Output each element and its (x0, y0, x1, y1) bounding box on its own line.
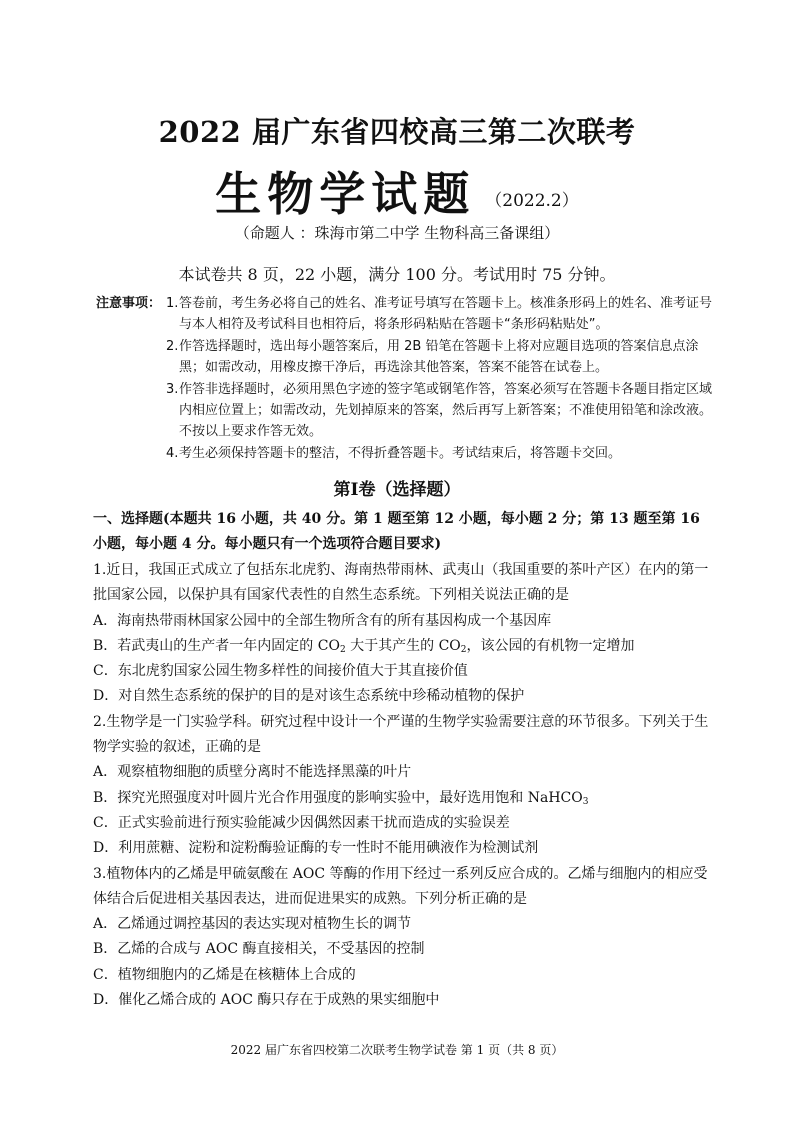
question-3-option-d: D．催化乙烯合成的 AOC 酶只存在于成熟的果实细胞中 (93, 992, 440, 1009)
exam-info: 本试卷共 8 页，22 小题，满分 100 分。考试用时 75 分钟。 (178, 265, 616, 284)
question-1-stem: 1.近日，我国正式成立了包括东北虎豹、海南热带雨林、武夷山（我国重要的茶叶产区）在内的第一批国家公园，以保护具有国家代表性的自然生态系统。下列相关说法正确的是 (93, 562, 709, 604)
notice-item (166, 293, 716, 336)
question-3-option-a: A．乙烯通过调控基因的表达实现对植物生长的调节 (93, 916, 412, 933)
notice-item-number: 4. (166, 445, 179, 461)
subject-title-line (0, 158, 794, 224)
notice-item-number: 1. (166, 296, 179, 311)
notice-block (96, 293, 716, 464)
author-line: （命题人 ：珠海市第二中学 生物科高三备课组） (234, 224, 560, 242)
notice-item-number: 2. (166, 338, 179, 354)
notice-item-text: 作答非选择题时，必须用黑色字迹的签字笔或钢笔作答，答案必须写在答题卡各题目指定区域内相应位置上；如需改动，先划掉原来的答案，然后再写上新答案；不准使用铅笔和涂改液。不按以上要求作答无效。 (179, 381, 713, 440)
notice-item-text: 答卷前，考生务必将自己的姓名、准考证号填写在答题卡上。核准条形码上的姓名、准考证号与本人相符及考试科目也相符后，将条形码粘贴在答题卡“条形码粘贴处”。 (179, 296, 713, 333)
question-3-option-c: C．植物细胞内的乙烯是在核糖体上合成的 (93, 966, 356, 983)
part-heading: 一、选择题(本题共 16 小题，共 40 分。第 1 题至第 12 小题，每小题 2 分；第 13 题至第 16 小题，每小题 4 分。每小题只有一个选项符合题目要求) (93, 511, 700, 553)
notice-item-text: 考生必须保持答题卡的整洁，不得折叠答题卡。考试结束后，将答题卡交回。 (179, 445, 622, 461)
notice-item-text: 作答选择题时，选出每小题答案后，用 2B 铅笔在答题卡上将对应题目选项的答案信息点涂黑；如需改动，用橡皮擦干净后，再选涂其他答案，答案不能答在试卷上。 (179, 338, 699, 376)
notice-item (166, 379, 716, 443)
section-title: 第Ⅰ卷（选择题） (333, 480, 461, 500)
question-2-option-d: D．利用蔗糖、淀粉和淀粉酶验证酶的专一性时不能用碘液作为检测试剂 (93, 840, 539, 857)
question-2-option-b: B．探究光照强度对叶圆片光合作用强度的影响实验中，最好选用饱和 NaHCO$_3$ (93, 789, 589, 807)
exam-date: （2022.2） (485, 191, 579, 211)
question-2-option-a: A．观察植物细胞的质壁分离时不能选择黑藻的叶片 (93, 764, 412, 781)
question-3-stem: 3.植物体内的乙烯是甲硫氨酸在 AOC 等酶的作用下经过一系列反应合成的。乙烯与细胞内的相应受体结合后促进相关基因表达，进而促进果实的成熟。下列分析正确的是 (93, 865, 708, 907)
question-1-option-a: A．海南热带雨林国家公园中的全部生物所含有的所有基因构成一个基因库 (93, 612, 552, 629)
notice-item (166, 443, 716, 464)
subject-title: 生物学试题 (215, 167, 476, 221)
notice-item-number: 3. (166, 381, 179, 397)
page-footer: 2022 届广东省四校第二次联考生物学试卷 第 1 页（共 8 页） (230, 1043, 564, 1057)
question-1-option-d: D．对自然生态系统的保护的目的是对该生态系统中珍稀动植物的保护 (93, 688, 525, 705)
question-list (93, 558, 709, 1013)
question-2-option-c: C．正式实验前进行预实验能减少因偶然因素干扰而造成的实验误差 (93, 814, 510, 831)
notice-label: 注意事项： (96, 296, 162, 311)
question-2-stem: 2.生物学是一门实验学科。研究过程中设计一个严谨的生物学实验需要注意的环节很多。下列关于生物学实验的叙述，正确的是 (93, 713, 709, 756)
exam-title: 2022 届广东省四校高三第二次联考 (158, 115, 636, 149)
question-3-option-b: B．乙烯的合成与 AOC 酶直接相关，不受基因的控制 (93, 941, 425, 958)
question-1-option-b: B．若武夷山的生产者一年内固定的 $CO_2$ 大于其产生的 $CO_2$，该公园的有机物一定增加 (93, 637, 635, 655)
question-1-option-c: C．东北虎豹国家公园生物多样性的间接价值大于其直接价值 (93, 663, 468, 680)
notice-item (166, 336, 716, 379)
